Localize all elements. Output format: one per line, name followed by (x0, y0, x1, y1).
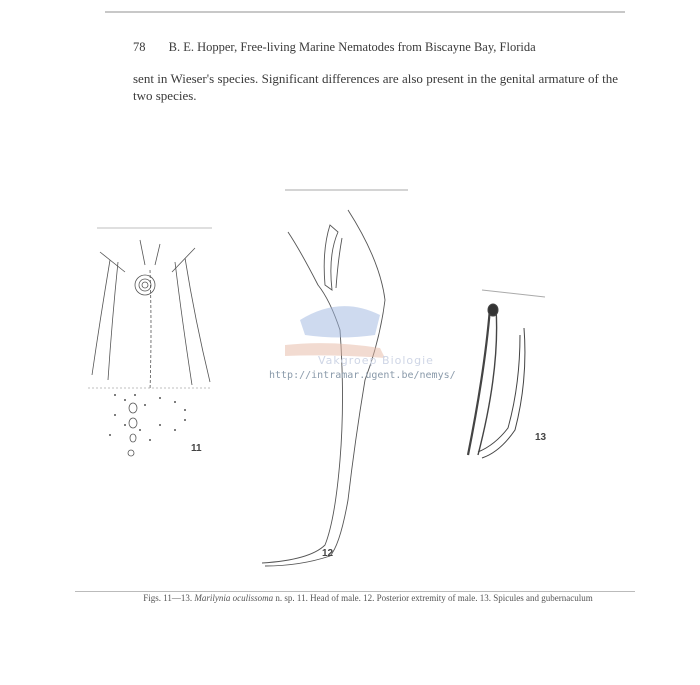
figure-label-12: 12 (322, 548, 334, 559)
caption-rest: n. sp. 11. Head of male. 12. Posterior extremity of male. 13. Spicules and gubernaculum (275, 593, 593, 603)
caption-rule (75, 591, 635, 592)
watermark-url: http://intramar.ugent.be/nemys/ (269, 370, 456, 381)
figure-caption (108, 593, 628, 603)
running-title: B. E. Hopper, Free-living Marine Nematodes from Biscayne Bay, Florida (168, 40, 536, 54)
watermark-label: Vakgroep Biologie (318, 354, 434, 367)
figure-13-spicules (468, 290, 545, 458)
page-number: 78 (133, 40, 146, 54)
watermark-logo (285, 306, 385, 358)
body-paragraph: sent in Wieser's species. Significant differences are also present in the genital armature of the two species. (133, 71, 618, 103)
figure-label-11: 11 (191, 443, 202, 454)
caption-prefix: Figs. 11—13. (143, 593, 193, 603)
figure-label-13: 13 (535, 432, 547, 443)
figure-11-head (88, 228, 212, 456)
caption-species: Marilynia oculissoma (194, 593, 274, 603)
